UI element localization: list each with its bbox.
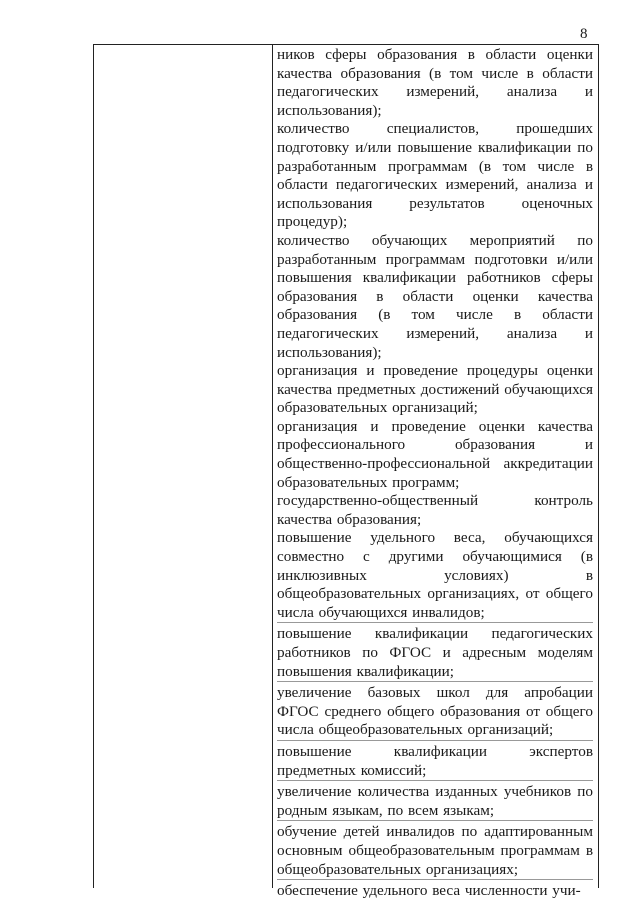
list-item: количество обучающих мероприятий по разработанным программам подготовки и/или повышения квалификации работников сферы образования в области оценки качества образования (в том числе в области педагогических измерений, анализа и использования); xyxy=(277,231,593,361)
list-item: обучение детей инвалидов по адаптированным основным общеобразовательным программам в общеобразовательных организациях; xyxy=(277,820,593,879)
column-divider xyxy=(272,45,273,888)
list-item: организация и проведение процедуры оценки качества предметных достижений обучающихся образовательных организаций; xyxy=(277,362,593,417)
list-item: увеличение базовых школ для апробации ФГОС среднего общего образования от общего числа общеобразовательных организаций; xyxy=(277,681,593,740)
list-item: обеспечение удельного веса численности учи- xyxy=(277,879,593,901)
list-item: государственно-общественный контроль качества образования; xyxy=(277,492,593,528)
list-item: ников сферы образования в области оценки качества образования (в том числе в области педагогических измерений, анализа и использования); xyxy=(277,46,593,119)
right-column-cell xyxy=(277,46,593,901)
content-table xyxy=(93,44,599,900)
list-item: повышение квалификации педагогических работников по ФГОС и адресным моделям повышения квалификации; xyxy=(277,622,593,681)
list-item: повышение удельного веса, обучающихся совместно с другими обучающимися (в инклюзивных условиях) в общеобразовательных организациях, от общего числа обучающихся инвалидов; xyxy=(277,529,593,621)
list-item: количество специалистов, прошедших подготовку и/или повышение квалификации по разработанным программам (в том числе в области педагогических измерений, анализа и использования результатов оценочных процедур); xyxy=(277,120,593,231)
list-item: повышение квалификации экспертов предметных комиссий; xyxy=(277,740,593,780)
page-number: 8 xyxy=(580,26,588,42)
list-item: увеличение количества изданных учебников по родным языкам, по всем языкам; xyxy=(277,780,593,820)
list-item: организация и проведение оценки качества профессионального образования и общественно-профессиональной аккредитации образовательных программ; xyxy=(277,417,593,491)
